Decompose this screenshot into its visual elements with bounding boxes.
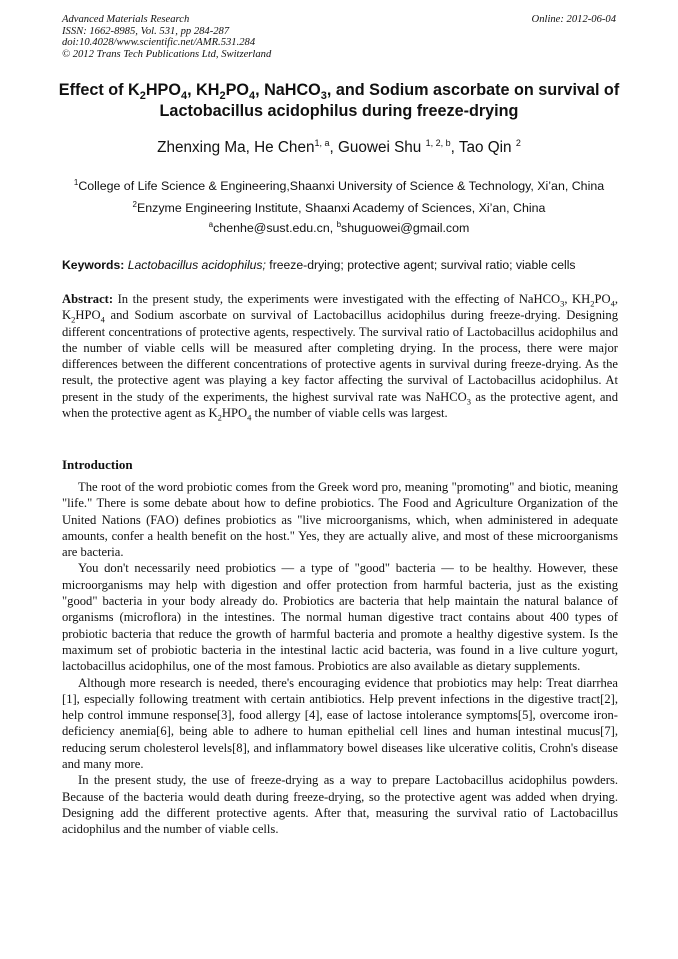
paper-title: [50, 80, 628, 122]
author-affiliation-mark: 1, a: [314, 138, 330, 148]
section-heading-introduction: Introduction: [62, 457, 133, 472]
abstract-label: Abstract:: [62, 292, 114, 306]
author-list: [50, 138, 628, 157]
abstract-subscript: 4: [247, 412, 252, 423]
doi-line: doi:10.4028/www.scientific.net/AMR.531.284: [62, 37, 256, 49]
title-subscript: 4: [180, 90, 188, 103]
keywords-italic: Lactobacillus acidophilus;: [127, 258, 266, 272]
title-text: , and Sodium ascorbate on survival of: [326, 81, 620, 99]
abstract-text: PO: [594, 292, 611, 306]
abstract-text: HPO: [221, 406, 248, 421]
abstract-text: , K: [62, 292, 618, 323]
title-text: , KH: [187, 81, 220, 99]
email-mark: a: [208, 220, 214, 229]
abstract-text: as the protective agent, and when the protective agent as K: [62, 389, 619, 421]
intro-paragraph-2: You don't necessarily need probiotics — a type of "good" bacteria — to be healthy. However, these microorganisms may help with digestion and offer protection from harmful bacteria, just as the existing "good" bacteria in your body already do. Probiotics are bacteria that help maintain the natural balance of organisms (microflora) in the intestines. The normal human digestive tract contains about 400 types of probiotic bacteria that reduce the growth of harmful bacteria and promote a healthy digestive system. Is the maximum set of probiotic bacteria in the intestinal lactic acid bacteria, was found in a live culture yogurt, lactobacillus acidophilus, one of the most famous. Probiotics are also available as dietary supplements.: [62, 561, 618, 674]
introduction-body: [62, 479, 618, 838]
author-name: , Guowei Shu: [329, 139, 426, 157]
title-subscript: 2: [139, 90, 146, 103]
author-name: Zhenxing Ma, He Chen: [157, 139, 315, 157]
title-subscript: 3: [320, 90, 327, 103]
abstract-text: In the present study, the experiments were investigated with the effecting of NaHCO: [113, 292, 561, 306]
title-text: , NaHCO: [255, 81, 321, 99]
abstract-subscript: 3: [560, 298, 565, 309]
journal-name: Advanced Materials Research: [62, 14, 190, 25]
abstract: [62, 291, 618, 421]
keywords-label: Keywords:: [62, 258, 125, 272]
title-text: Effect of K: [58, 81, 140, 99]
abstract-text: and Sodium ascorbate on survival of Lactobacillus acidophilus during freeze-drying. Designing different concentrations of protective agents, respectively. The survival ratio of Lactobacillus acidophilus and the number of viable cells will be measured after completing drying. In the process, there were major differences between the different concentrations of protective agents in survival during freeze-drying. As the result, the protective agent was playing a key factor affecting the survival of Lactobacillus acidophilus. At present in the study of the experiments, the highest survival rate was NaHCO: [62, 308, 618, 404]
abstract-subscript: 2: [217, 412, 222, 423]
title-text: HPO: [145, 81, 181, 99]
affiliation-text: Enzyme Engineering Institute, Shaanxi Academy of Sciences, Xi’an, China: [137, 201, 546, 216]
abstract-subscript: 3: [466, 396, 471, 407]
author-affiliation-mark: 2: [515, 138, 521, 148]
journal-header: [62, 14, 616, 60]
intro-paragraph-3: Although more research is needed, there's encouraging evidence that probiotics may help: Treat diarrhea [1], especially following treatment with certain antibiotics. Help prevent infections in the digestive tract[2], help control immune response[3], food allergy [4], ease of lactose intolerance symptoms[5], overcome iron-deficiency anemia[6], being able to adhere to human epithelial cell lines and human intestinal mucus[7], reducing serum cholesterol levels[8], and inflammatory bowel diseases like ulcerative colitis, Crohn's disease and many more.: [62, 675, 618, 772]
title-line-2: Lactobacillus acidophilus during freeze-drying: [159, 102, 519, 120]
abstract-subscript: 4: [610, 298, 615, 309]
copyright-line: © 2012 Trans Tech Publications Ltd, Switzerland: [62, 48, 272, 60]
title-subscript: 4: [248, 90, 256, 103]
abstract-subscript: 2: [590, 298, 595, 309]
author-affiliation-mark: 1, 2, b: [425, 138, 451, 148]
abstract-text: , KH: [564, 292, 591, 306]
author-name: , Tao Qin: [450, 139, 516, 157]
title-subscript: 2: [219, 90, 226, 103]
abstract-text: HPO: [75, 308, 101, 323]
email-address[interactable]: shuguowei@gmail.com: [341, 221, 470, 236]
affiliation-2: [40, 200, 638, 215]
keywords-rest: freeze-drying; protective agent; survival ratio; viable cells: [265, 258, 576, 272]
email-line: [40, 220, 638, 235]
abstract-subscript: 4: [100, 314, 105, 325]
abstract-subscript: 2: [71, 314, 76, 325]
affiliation-mark: 2: [132, 200, 137, 209]
keywords-line: [62, 258, 618, 272]
affiliation-text: College of Life Science & Engineering,Shaanxi University of Science & Technology, Xi’an, China: [78, 179, 605, 194]
online-date: Online: 2012-06-04: [531, 14, 616, 25]
email-mark: b: [336, 220, 342, 229]
affiliation-mark: 1: [73, 178, 79, 187]
intro-paragraph-4: In the present study, the use of freeze-drying as a way to prepare Lactobacillus acidophilus powders. Because of the bacteria would death during freeze-drying, so the protective agent was added when drying. Designing add the different protective agents. After that, measuring the survival ratio of Lactobacillus acidophilus and the number of viable cells.: [62, 773, 618, 837]
abstract-text: the number of viable cells was largest.: [251, 406, 448, 421]
intro-paragraph-1: The root of the word probiotic comes from the Greek word pro, meaning "promoting" and biotic, meaning "life." There is some debate about how to define probiotics. The Food and Agriculture Organization of the United Nations (FAO) defines probiotics as "live microorganisms, which, when administered in adequate amounts, confer a health benefit on the host." Yes, they are actually alive, and most of these microorganisms are bacteria.: [62, 480, 618, 560]
title-text: PO: [225, 81, 249, 99]
email-address[interactable]: chenhe@sust.edu.cn,: [213, 221, 337, 236]
affiliation-1: [40, 178, 638, 193]
issn-line: ISSN: 1662-8985, Vol. 531, pp 284-287: [62, 25, 230, 37]
